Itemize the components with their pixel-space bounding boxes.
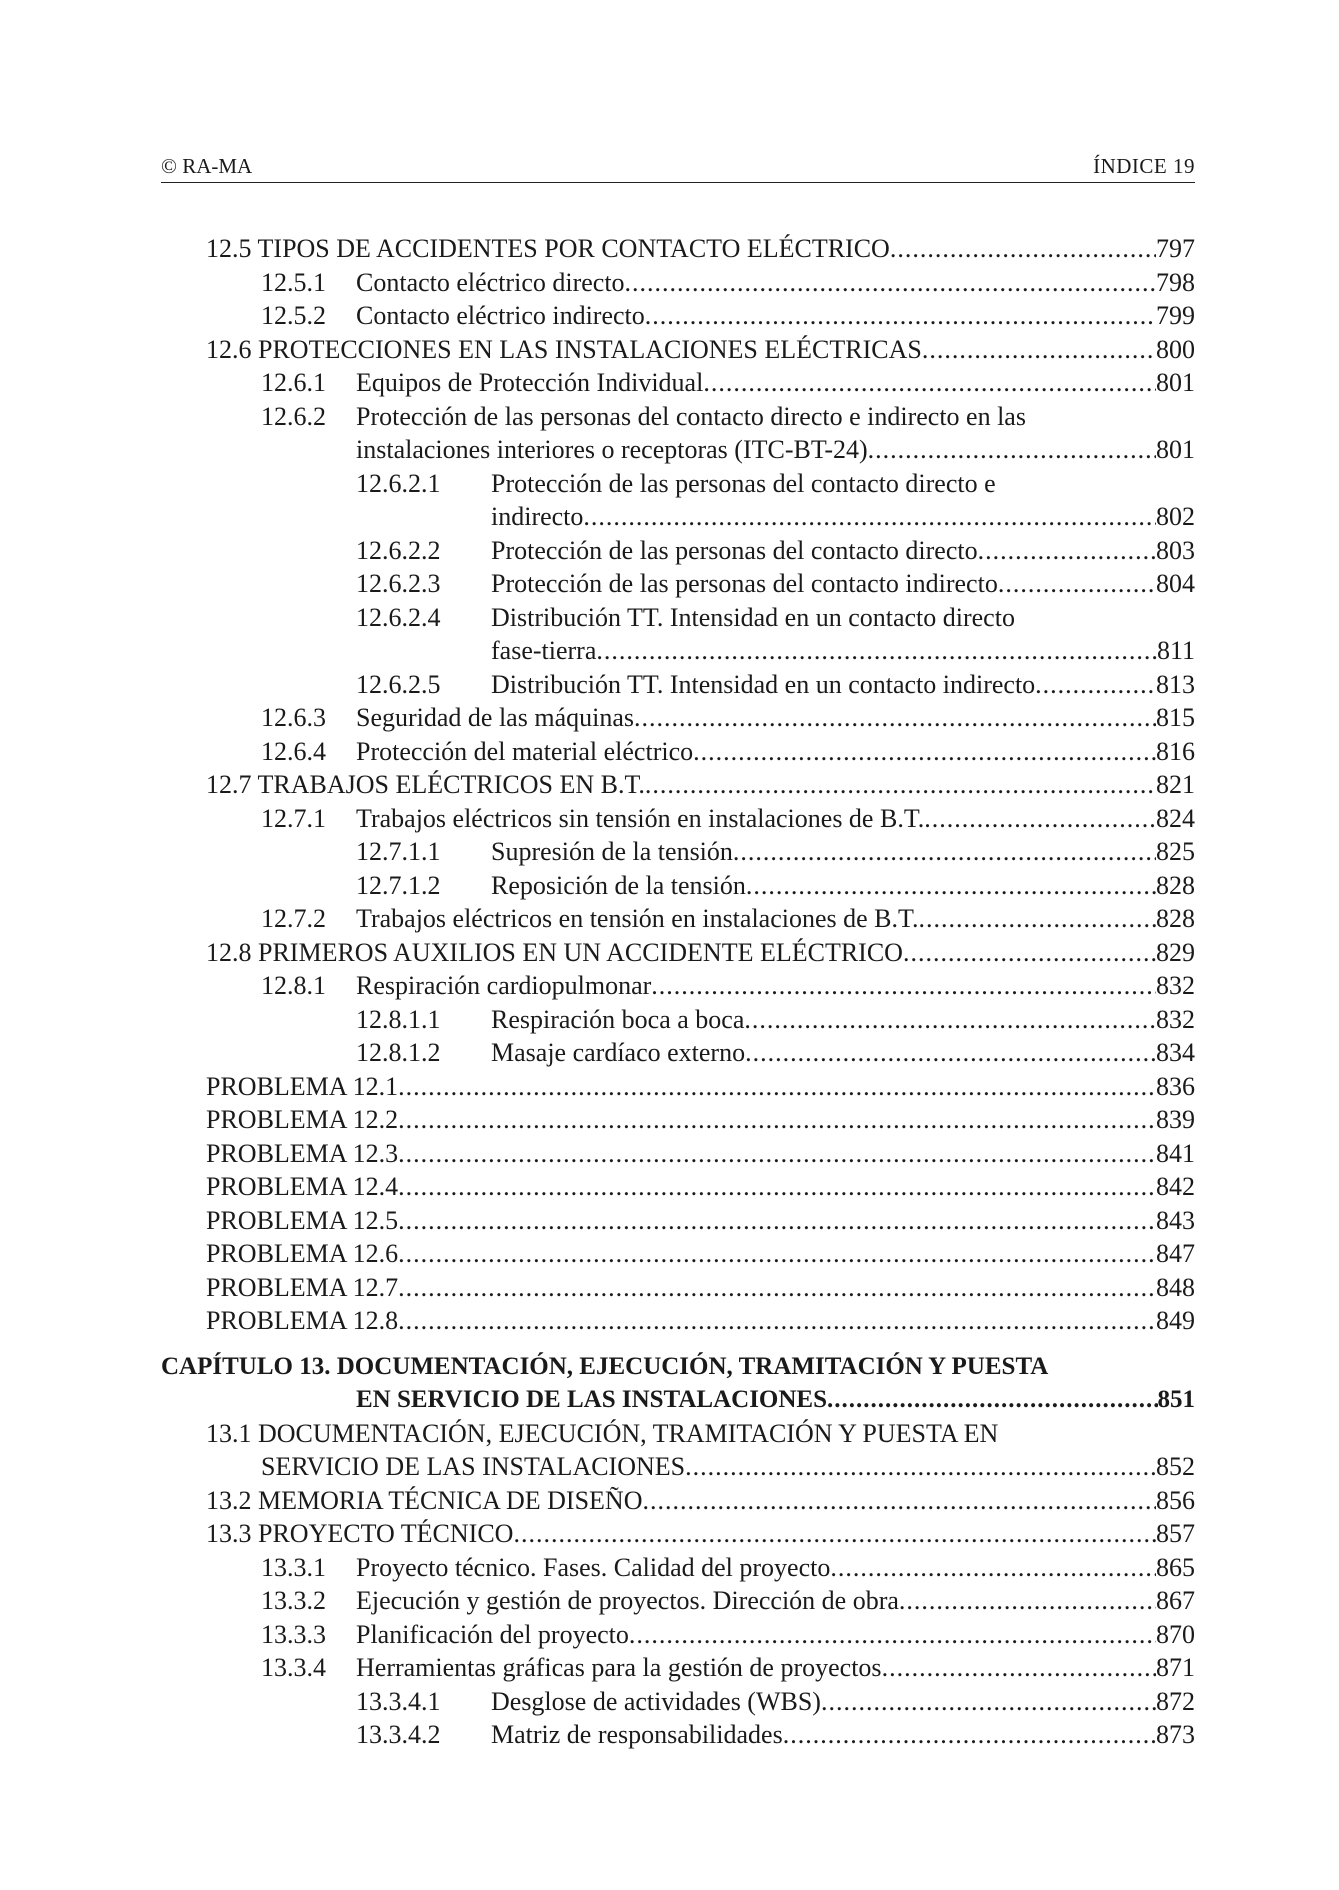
dot-leader: [978, 534, 1156, 568]
toc-entry: [161, 567, 1195, 601]
toc-entry: [161, 500, 1195, 534]
toc-entry-title: EN SERVICIO DE LAS INSTALACIONES: [356, 1386, 828, 1413]
dot-leader: [703, 366, 1156, 400]
toc-entry-title: PROBLEMA 12.8: [206, 1306, 399, 1335]
toc-entry: [161, 366, 1195, 400]
toc-entry: [161, 1170, 1195, 1204]
toc-entry-title: PROBLEMA 12.2: [206, 1105, 399, 1134]
toc-entry: [161, 1450, 1195, 1484]
toc-entry-number: 13.3.4: [261, 1653, 326, 1682]
toc-entry-page: 832: [1156, 1004, 1195, 1034]
dot-leader: [783, 1718, 1156, 1752]
toc-entry: [161, 902, 1195, 936]
toc-entry-title: Distribución TT. Intensidad en un contacto directo: [491, 602, 1015, 632]
toc-entry-page: 836: [1156, 1071, 1195, 1101]
toc-entry: [161, 1685, 1195, 1719]
dot-leader: [398, 1237, 1156, 1271]
toc-entry-title: Reposición de la tensión: [491, 870, 746, 900]
toc-entry: [161, 701, 1195, 735]
toc-entry-page: 870: [1156, 1619, 1195, 1649]
toc-entry-page: 799: [1156, 301, 1195, 330]
toc-entry-page: 801: [1156, 435, 1195, 464]
toc-entry-number: 12.6.2.3: [356, 569, 441, 598]
dot-leader: [821, 1685, 1156, 1719]
toc-entry-title: 12.8 PRIMEROS AUXILIOS EN UN ACCIDENTE ELÉCTRICO: [206, 937, 903, 967]
toc-entry-title: Contacto eléctrico indirecto: [356, 301, 645, 330]
toc-entry-title: Protección de las personas del contacto directo e indirecto en las: [356, 401, 1026, 431]
toc-entry-page: 867: [1156, 1586, 1195, 1615]
toc-entry-page: 857: [1156, 1519, 1195, 1548]
toc-entry-number: 12.7.2: [261, 904, 326, 933]
dot-leader: [398, 1271, 1156, 1305]
toc-entry: [161, 1584, 1195, 1618]
toc-entry-title: PROBLEMA 12.1: [206, 1071, 399, 1101]
toc-entry-number: 12.6.3: [261, 703, 326, 732]
dot-leader: [398, 1070, 1156, 1104]
toc-entry: [161, 266, 1195, 300]
toc-entry-page: 849: [1156, 1306, 1195, 1335]
toc-entry: [161, 433, 1195, 467]
dot-leader: [998, 567, 1156, 601]
toc-entry-title: Masaje cardíaco externo: [491, 1038, 746, 1067]
toc-entry-page: 828: [1156, 904, 1195, 933]
toc-entry-title: Protección del material eléctrico: [356, 736, 694, 766]
toc-entry-page: 824: [1156, 803, 1195, 833]
section-page-label: ÍNDICE 19: [1093, 154, 1195, 178]
toc-entry-page: 800: [1156, 334, 1195, 364]
toc-entry-page: 828: [1156, 870, 1195, 900]
toc-entry-title: 13.2 MEMORIA TÉCNICA DE DISEÑO: [206, 1485, 643, 1515]
toc-entry-number: 13.3.3: [261, 1619, 326, 1649]
toc-entry: [161, 1618, 1195, 1652]
toc-entry-title: Herramientas gráficas para la gestión de proyectos: [356, 1653, 882, 1682]
dot-leader: [645, 768, 1156, 802]
toc-entry-number: 12.6.2.5: [356, 669, 441, 699]
toc-entry-number: 12.6.2: [261, 401, 326, 431]
toc-entry-title: 13.3 PROYECTO TÉCNICO: [206, 1519, 514, 1548]
toc-entry: [161, 735, 1195, 769]
toc-entry-page: 804: [1156, 569, 1195, 598]
toc-entry: [161, 634, 1195, 668]
toc-entry-page: 803: [1156, 535, 1195, 565]
toc-entry: [161, 1417, 1195, 1451]
toc-entry-title: 12.5 TIPOS DE ACCIDENTES POR CONTACTO ELÉCTRICO: [206, 234, 890, 263]
toc-entry-title: Equipos de Protección Individual: [356, 368, 704, 397]
dot-leader: [398, 1304, 1156, 1338]
toc-entry-title: Trabajos eléctricos en tensión en instalaciones de B.T.: [356, 904, 919, 933]
toc-entry-page: 842: [1156, 1172, 1195, 1201]
dot-leader: [827, 1383, 1157, 1417]
toc-entry-title: PROBLEMA 12.7: [206, 1272, 399, 1302]
toc-entry-number: 13.3.4.1: [356, 1686, 441, 1716]
toc-entry-title: Matriz de responsabilidades: [491, 1720, 783, 1749]
publisher-label: © RA-MA: [161, 154, 253, 178]
toc-entry-number: 12.7.1.2: [356, 870, 441, 900]
toc-entry-title: PROBLEMA 12.4: [206, 1172, 399, 1201]
toc-entry-page: 871: [1156, 1653, 1195, 1682]
toc-entry-title: Seguridad de las máquinas: [356, 703, 634, 732]
toc-entry: [161, 1484, 1195, 1518]
toc-entry: [161, 1383, 1195, 1417]
toc-entry-title: Respiración cardiopulmonar: [356, 971, 652, 1000]
toc-entry-number: 12.5.2: [261, 301, 326, 330]
toc-entry: [161, 1036, 1195, 1070]
dot-leader: [918, 902, 1156, 936]
toc-entry-title: Planificación del proyecto: [356, 1619, 629, 1649]
toc-entry-title: indirecto: [491, 502, 584, 531]
toc-entry: [161, 668, 1195, 702]
toc-entry-page: 872: [1156, 1686, 1195, 1716]
toc-entry: [161, 1204, 1195, 1238]
toc-entry-number: 12.6.2.1: [356, 468, 441, 498]
toc-entry: [161, 534, 1195, 568]
toc-entry-number: 13.3.4.2: [356, 1720, 441, 1749]
toc-entry-title: CAPÍTULO 13. DOCUMENTACIÓN, EJECUCIÓN, TRAMITACIÓN Y PUESTA: [161, 1352, 1049, 1380]
toc-entry-page: 825: [1156, 837, 1195, 866]
toc-entry-number: 12.8.1.1: [356, 1004, 441, 1034]
toc-entry-number: 12.6.1: [261, 368, 326, 397]
dot-leader: [745, 1036, 1156, 1070]
dot-leader: [398, 1170, 1156, 1204]
toc-entry: [161, 1350, 1195, 1384]
toc-entry-title: Distribución TT. Intensidad en un contacto indirecto: [491, 669, 1036, 699]
toc-entry-page: 856: [1156, 1485, 1195, 1515]
toc-entry: [161, 333, 1195, 367]
dot-leader: [922, 333, 1156, 367]
toc-entry-title: Proyecto técnico. Fases. Calidad del proyecto: [356, 1552, 831, 1582]
toc-entry: [161, 1271, 1195, 1305]
dot-leader: [645, 299, 1156, 333]
toc-entry-page: 829: [1156, 937, 1195, 967]
toc-entry: [161, 1517, 1195, 1551]
toc-entry-number: 13.3.1: [261, 1552, 326, 1582]
toc-entry-page: 797: [1156, 234, 1195, 263]
toc-entry-page: 816: [1156, 736, 1195, 766]
dot-leader: [744, 1003, 1156, 1037]
toc-entry-page: 851: [1157, 1386, 1195, 1413]
toc-entry-title: 12.7 TRABAJOS ELÉCTRICOS EN B.T.: [206, 770, 645, 799]
dot-leader: [830, 1551, 1156, 1585]
toc-entry-page: 801: [1156, 368, 1195, 397]
toc-entry-title: Supresión de la tensión: [491, 837, 733, 866]
toc-entry-number: 12.5.1: [261, 267, 326, 297]
toc-entry: [161, 802, 1195, 836]
toc-entry-title: Desglose de actividades (WBS): [491, 1686, 821, 1716]
toc-entry-title: Protección de las personas del contacto indirecto: [491, 569, 998, 598]
toc-entry: [161, 1718, 1195, 1752]
toc-entry-title: Protección de las personas del contacto directo e: [491, 468, 996, 498]
toc-entry: [161, 232, 1195, 266]
dot-leader: [634, 701, 1156, 735]
toc-entry: [161, 1651, 1195, 1685]
toc-entry-page: 815: [1156, 703, 1195, 732]
dot-leader: [398, 1137, 1156, 1171]
dot-leader: [890, 232, 1156, 266]
toc-entry: [161, 467, 1195, 501]
toc-entry-page: 802: [1156, 502, 1195, 531]
dot-leader: [629, 1618, 1156, 1652]
toc-entry: [161, 1103, 1195, 1137]
toc-entry-page: 841: [1156, 1138, 1195, 1168]
dot-leader: [685, 1450, 1156, 1484]
dot-leader: [882, 1651, 1156, 1685]
toc-entry-page: 865: [1156, 1552, 1195, 1582]
toc-entry-number: 13.3.2: [261, 1586, 326, 1615]
dot-leader: [899, 1584, 1156, 1618]
toc-entry-number: 12.7.1.1: [356, 837, 441, 866]
toc-entry: [161, 1070, 1195, 1104]
toc-entry-page: 873: [1156, 1720, 1195, 1749]
table-of-contents: [161, 232, 1195, 1752]
toc-entry-title: Protección de las personas del contacto directo: [491, 535, 978, 565]
dot-leader: [583, 500, 1156, 534]
dot-leader: [513, 1517, 1156, 1551]
toc-entry-title: 12.6 PROTECCIONES EN LAS INSTALACIONES ELÉCTRICAS: [206, 334, 922, 364]
dot-leader: [642, 1484, 1156, 1518]
toc-entry: [161, 400, 1195, 434]
toc-entry: [161, 768, 1195, 802]
toc-entry-title: PROBLEMA 12.6: [206, 1239, 399, 1268]
toc-entry-page: 839: [1156, 1105, 1195, 1134]
toc-entry-page: 813: [1156, 669, 1195, 699]
toc-entry-page: 847: [1156, 1239, 1195, 1268]
toc-entry-title: instalaciones interiores o receptoras (ITC-BT-24): [356, 435, 868, 464]
dot-leader: [1035, 668, 1156, 702]
toc-entry-number: 12.6.4: [261, 736, 326, 766]
dot-leader: [693, 735, 1156, 769]
toc-entry-title: PROBLEMA 12.3: [206, 1138, 399, 1168]
dot-leader: [596, 634, 1157, 668]
toc-entry-number: 12.7.1: [261, 803, 326, 833]
toc-entry-page: 811: [1156, 636, 1195, 665]
dot-leader: [868, 433, 1156, 467]
toc-entry: [161, 1304, 1195, 1338]
dot-leader: [733, 835, 1156, 869]
toc-entry-number: 12.6.2.2: [356, 535, 441, 565]
page-header: [161, 150, 1195, 183]
toc-entry-title: Ejecución y gestión de proyectos. Dirección de obra: [356, 1586, 899, 1615]
toc-entry: [161, 936, 1195, 970]
toc-entry-page: 798: [1156, 267, 1195, 297]
toc-entry: [161, 1237, 1195, 1271]
toc-entry-title: 13.1 DOCUMENTACIÓN, EJECUCIÓN, TRAMITACIÓN Y PUESTA EN: [206, 1418, 999, 1448]
toc-entry-title: PROBLEMA 12.5: [206, 1205, 399, 1235]
toc-entry-page: 852: [1156, 1452, 1195, 1481]
toc-entry: [161, 299, 1195, 333]
toc-entry-page: 832: [1156, 971, 1195, 1000]
toc-entry-page: 848: [1156, 1272, 1195, 1302]
toc-entry-page: 843: [1156, 1205, 1195, 1235]
dot-leader: [651, 969, 1156, 1003]
toc-entry: [161, 1551, 1195, 1585]
dot-leader: [398, 1204, 1156, 1238]
dot-leader: [903, 936, 1156, 970]
toc-entry-title: SERVICIO DE LAS INSTALACIONES: [261, 1452, 686, 1481]
toc-entry-page: 834: [1156, 1038, 1195, 1067]
toc-entry-page: 821: [1156, 770, 1195, 799]
toc-entry: [161, 1137, 1195, 1171]
dot-leader: [924, 802, 1156, 836]
toc-entry: [161, 601, 1195, 635]
dot-leader: [746, 869, 1156, 903]
toc-entry: [161, 969, 1195, 1003]
toc-entry-number: 12.6.2.4: [356, 602, 441, 632]
toc-entry-number: 12.8.1: [261, 971, 326, 1000]
toc-entry-title: Respiración boca a boca: [491, 1004, 745, 1034]
toc-entry-title: Contacto eléctrico directo: [356, 267, 625, 297]
toc-entry: [161, 869, 1195, 903]
dot-leader: [625, 266, 1156, 300]
dot-leader: [398, 1103, 1156, 1137]
toc-entry: [161, 1003, 1195, 1037]
toc-entry-number: 12.8.1.2: [356, 1038, 441, 1067]
toc-entry-title: fase-tierra: [491, 636, 597, 665]
toc-entry: [161, 835, 1195, 869]
toc-entry-title: Trabajos eléctricos sin tensión en instalaciones de B.T.: [356, 803, 925, 833]
